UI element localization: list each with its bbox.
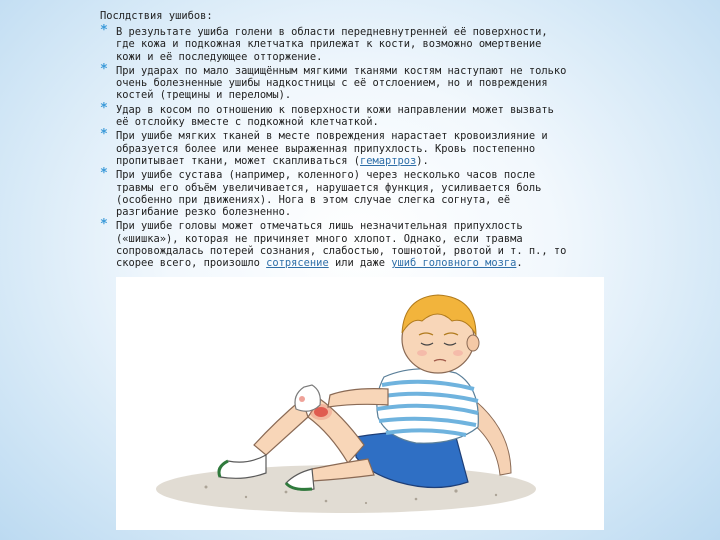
list-item-text: или даже: [328, 257, 392, 270]
asterisk-bullet-icon: *: [100, 217, 108, 233]
list-item-text: В результате ушиба голени в области передневнутренней её поверхности, где кожа и подкожная клетчатка прилежат к кости, возможно омертвение кожи и её последующее отторжение.: [116, 26, 548, 63]
link-concussion[interactable]: сотрясение: [266, 257, 329, 270]
list-item: [100, 23, 570, 63]
list-item-text: При ударах по мало защищённым мягкими тканями костям наступают не только очень болезненные ушибы надкостницы с её отслоением, но и повреждения костей (трещины и переломы).: [116, 64, 567, 102]
list-item-text: При ушибе сустава (например, коленного) через несколько часов после травмы его объём увеличивается, нарушается функция, усиливается боль (особенно при движениях). Нога в этом случае слегка согнута, её разгибание резко болезненно.: [116, 169, 542, 219]
link-brain-contusion[interactable]: ушиб головного мозга: [391, 257, 517, 270]
list-item-text: .: [516, 257, 523, 270]
asterisk-bullet-icon: *: [100, 100, 108, 116]
asterisk-bullet-icon: *: [100, 61, 108, 77]
list-item: [100, 166, 570, 219]
injured-boy-illustration: [116, 277, 604, 530]
slide-heading: Послдствия ушибов:: [100, 10, 213, 22]
list-item: [100, 127, 570, 167]
list-item: [100, 217, 570, 270]
list-item-text: Удар в косом по отношению к поверхности кожи направлении может вызвать её отслойку вместе с подкожной клетчаткой.: [116, 103, 554, 129]
illustration-frame: [116, 277, 604, 530]
asterisk-bullet-icon: *: [100, 23, 108, 38]
link-hemarthrosis[interactable]: гемартроз: [359, 154, 417, 167]
consequences-list: [100, 23, 570, 272]
list-item-text: ).: [416, 154, 429, 167]
list-item-text: При ушибе мягких тканей в месте повреждения нарастает кровоизлияние и образуется более или менее выраженная припухлость. Кровь постепенно пропитывает ткани, может скапливаться (: [116, 130, 548, 167]
asterisk-bullet-icon: *: [100, 127, 108, 143]
asterisk-bullet-icon: *: [100, 166, 108, 182]
list-item: [100, 61, 570, 102]
list-item-text: При ушибе головы может отмечаться лишь незначительная припухлость («шишка»), которая не причиняет много хлопот. Однако, если травма сопровождалась потерей сознания, слабостью, тошнотой, рвотой и т. п., то скорее всего, произошло: [116, 220, 567, 270]
list-item: [100, 100, 570, 129]
